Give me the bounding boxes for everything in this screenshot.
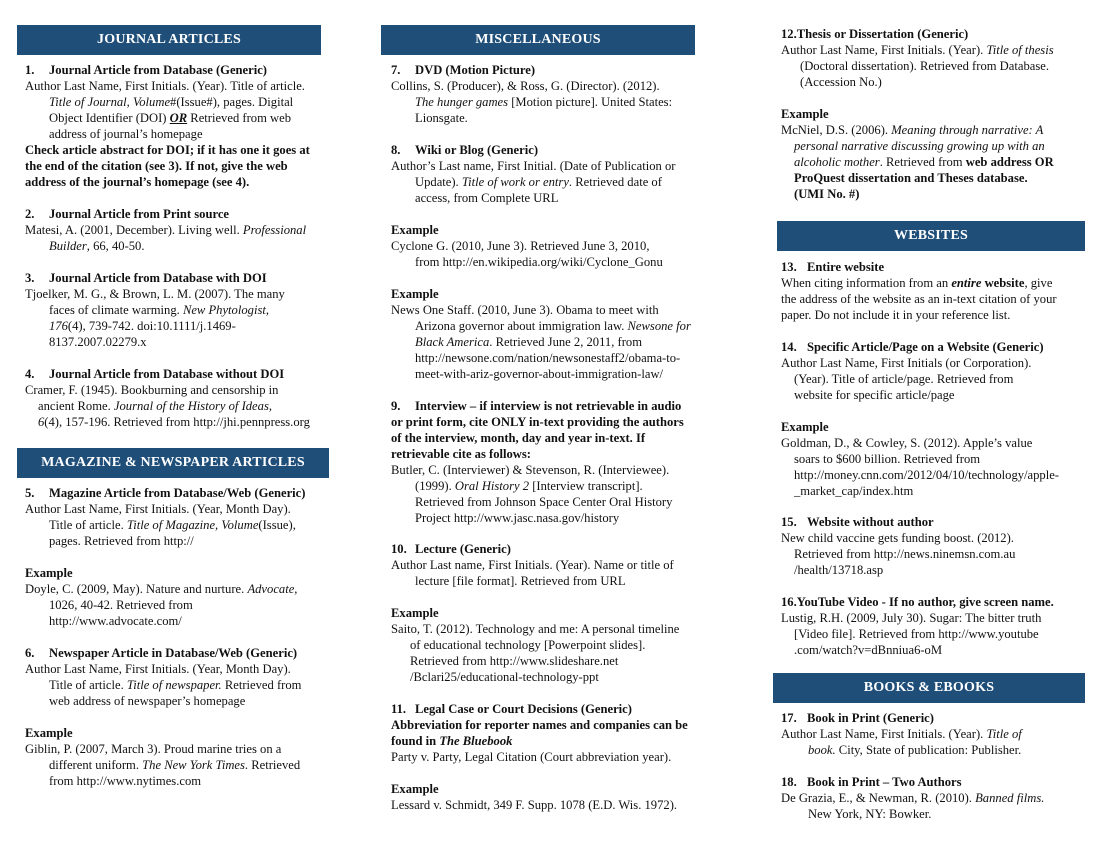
citation-line: Retrieved from: [221, 678, 302, 692]
citation-line: Author’s Last name, First Initial. (Date of Publication or: [391, 159, 676, 173]
entry-2: [25, 206, 306, 254]
citation-line: Author Last Name, First Initials. (Year, Month Day).: [25, 662, 291, 676]
citation-line: address of journal’s homepage: [49, 127, 203, 141]
citation-line: Lessard v. Schmidt, 349 F. Supp. 1078 (E.D. Wis. 1972).: [391, 798, 678, 812]
citation-italic: Black America: [415, 335, 490, 349]
citation-line: , give: [1024, 276, 1053, 290]
citation-line: Giblin, P. (2007, March 3). Proud marine tries on a: [25, 742, 282, 756]
citation-line: different uniform.: [49, 758, 143, 772]
citation-line: Retrieved from Johnson Space Center Oral History: [415, 495, 673, 509]
citation-italic: The hunger games: [415, 95, 509, 109]
citation-line: lecture [file format]. Retrieved from URL: [415, 574, 626, 588]
citation-line: ancient Rome.: [38, 399, 114, 413]
entry-title: 8. Wiki or Blog (Generic): [391, 143, 539, 157]
entry-title: 18. Book in Print – Two Authors: [781, 775, 962, 789]
citation-line: 8137.2007.02279.x: [49, 335, 147, 349]
citation-line: http://money.cnn.com/2012/04/10/technology/apple-: [794, 468, 1060, 482]
citation-italic: 6: [38, 415, 45, 429]
doi-note: the end of the citation (see 3). If not, give the web: [25, 159, 288, 173]
entry-8: [391, 142, 691, 382]
citation-line: McNiel, D.S. (2006).: [781, 123, 892, 137]
citation-line: . Retrieved date of: [568, 175, 662, 189]
citation-line: Author Last Name, First Initials. (Year).: [781, 43, 987, 57]
entry-3: [25, 270, 285, 350]
citation-line: , 66, 40-50.: [86, 239, 145, 253]
entry-title-line: Abbreviation for reporter names and companies can be: [391, 718, 688, 732]
entry-title: 6. Newspaper Article in Database/Web (Generic): [25, 646, 298, 660]
citation-bold: (UMI No. #): [794, 187, 860, 201]
citation-bold: web address OR: [965, 155, 1054, 169]
citation-line: Title of article.: [49, 518, 127, 532]
entry-14: [781, 339, 1059, 499]
citation-italic: The New York Times: [142, 758, 245, 772]
citation-line: New York, NY: Bowker.: [808, 807, 932, 821]
banner-magazine-newspaper: MAGAZINE & NEWSPAPER ARTICLES: [17, 448, 329, 478]
entry-4: [25, 366, 310, 430]
example-label: Example: [391, 606, 439, 620]
citation-line: Retrieved from http://www.slideshare.net: [410, 654, 619, 668]
citation-line: Lionsgate.: [415, 111, 468, 125]
citation-italic: Title of Magazine, Volume: [126, 518, 259, 532]
citation-italic: Title of: [986, 727, 1022, 741]
citation-line: Party v. Party, Legal Citation (Court abbreviation year).: [391, 750, 672, 764]
citation-line: access, from Complete URL: [415, 191, 559, 205]
citation-italic: Meaning through narrative: A: [891, 123, 1044, 137]
doi-note: address of the journal’s homepage (see 4).: [25, 175, 250, 189]
citation-line: (Issue),: [258, 518, 296, 532]
citation-line: (Accession No.): [800, 75, 882, 89]
citation-line: Author Last Name, First Initials (or Corporation).: [781, 356, 1032, 370]
entry-12: [781, 26, 1054, 202]
citation-italic: book.: [808, 743, 836, 757]
citation-line: #(Issue#), pages. Digital: [170, 95, 294, 109]
entry-9: [391, 398, 684, 526]
entry-title: 7. DVD (Motion Picture): [391, 63, 536, 77]
example-label: Example: [391, 287, 439, 301]
entry-title: 12.Thesis or Dissertation (Generic): [781, 27, 969, 41]
citation-line: Tjoelker, M. G., & Brown, L. M. (2007). The many: [25, 287, 285, 301]
citation-line: Project http://www.jasc.nasa.gov/history: [415, 511, 620, 525]
entry-1: [25, 62, 310, 190]
citation-italic: Banned films.: [975, 791, 1045, 805]
entry-title: 5. Magazine Article from Database/Web (Generic): [25, 486, 306, 500]
entry-title-line: found in: [391, 734, 440, 748]
citation-line: (4), 739-742. doi:10.1111/j.1469-: [67, 319, 236, 333]
citation-line: Author Last Name, First Initials. (Year). Title of article.: [25, 79, 305, 93]
banner-miscellaneous: MISCELLANEOUS: [381, 25, 695, 55]
citation-line: Matesi, A. (2001, December). Living well.: [25, 223, 243, 237]
citation-italic: 176: [49, 319, 68, 333]
citation-line: Cyclone G. (2010, June 3). Retrieved June 3, 2010,: [391, 239, 650, 253]
entry-16: [781, 594, 1054, 658]
entry-title: 1. Journal Article from Database (Generic): [25, 63, 268, 77]
entry-title: 9. Interview – if interview is not retrievable in audio: [391, 399, 682, 413]
citation-italic: Professional: [242, 223, 307, 237]
citation-line: [Interview transcript].: [529, 479, 643, 493]
citation-line: New child vaccine gets funding boost. (2012).: [781, 531, 1014, 545]
citation-line: web address of newspaper’s homepage: [49, 694, 246, 708]
citation-line: Title of article.: [49, 678, 127, 692]
citation-line: Goldman, D., & Cowley, S. (2012). Apple’s value: [781, 436, 1033, 450]
citation-italic: Title of work or entry: [461, 175, 569, 189]
entry-6: [25, 645, 301, 789]
citation-line: [Motion picture]. United States:: [508, 95, 673, 109]
citation-line: paper. Do not include it in your reference list.: [781, 308, 1011, 322]
citation-line: .com/watch?v=dBnniua6-oM: [794, 643, 943, 657]
citation-italic: Title of thesis: [986, 43, 1054, 57]
citation-line: (4), 157-196. Retrieved from http://jhi.pennpress.org: [44, 415, 310, 429]
citation-line: _market_cap/index.htm: [794, 484, 914, 498]
citation-line: [Video file]. Retrieved from http://www.youtube: [794, 627, 1039, 641]
citation-line: . Retrieved June 2, 2011, from: [489, 335, 642, 349]
example-label: Example: [781, 107, 829, 121]
citation-line: . Retrieved from: [879, 155, 966, 169]
entry-title: 11. Legal Case or Court Decisions (Generic): [391, 702, 632, 716]
example-label: Example: [781, 420, 829, 434]
entry-title-line: retrievable cite as follows:: [391, 447, 532, 461]
citation-italic: Newsone for: [627, 319, 691, 333]
citation-line: Author Last name, First Initials. (Year). Name or title of: [391, 558, 674, 572]
citation-italic: Title of Journal, Volume: [49, 95, 171, 109]
citation-line: Retrieved from http://news.ninemsn.com.au: [794, 547, 1016, 561]
citation-line: http://newsone.com/nation/newsonestaff2/obama-to-: [415, 351, 681, 365]
banner-websites: WEBSITES: [777, 221, 1085, 251]
citation-line: from http://www.nytimes.com: [49, 774, 202, 788]
entry-title: 16.YouTube Video - If no author, give screen name.: [781, 595, 1054, 609]
citation-line: Collins, S. (Producer), & Ross, G. (Director). (2012).: [391, 79, 660, 93]
citation-line: 1026, 40-42. Retrieved from: [49, 598, 193, 612]
citation-italic: personal narrative discussing growing up with an: [794, 139, 1045, 153]
citation-italic: New Phytologist,: [182, 303, 269, 317]
citation-line: News One Staff. (2010, June 3). Obama to meet with: [391, 303, 659, 317]
citation-line: Author Last Name, First Initials. (Year, Month Day).: [25, 502, 291, 516]
entry-title: 13. Entire website: [781, 260, 885, 274]
banner-journal-articles: JOURNAL ARTICLES: [17, 25, 321, 55]
entry-title-line: or print form, cite ONLY in-text providing the authors: [391, 415, 684, 429]
entire-emphasis: entire: [951, 276, 982, 290]
entry-title-line: of the interview, month, day and year in-text. If: [391, 431, 646, 445]
entry-17: [781, 710, 1022, 758]
citation-line: Update).: [415, 175, 462, 189]
citation-bold: website: [981, 276, 1025, 290]
citation-line: faces of climate warming.: [49, 303, 183, 317]
entry-5: [25, 485, 305, 629]
citation-line: Cramer, F. (1945). Bookburning and censorship in: [25, 383, 279, 397]
citation-line: website for specific article/page: [794, 388, 955, 402]
banner-books-ebooks: BOOKS & EBOOKS: [773, 673, 1085, 703]
citation-line: Retrieved from web: [187, 111, 292, 125]
citation-line: Author Last Name, First Initials. (Year).: [781, 727, 987, 741]
entry-title: 14. Specific Article/Page on a Website (Generic): [781, 340, 1044, 354]
entry-13: [781, 259, 1057, 323]
entry-title: 2. Journal Article from Print source: [25, 207, 230, 221]
entry-title: 10. Lecture (Generic): [391, 542, 511, 556]
citation-italic: Journal of the History of Ideas,: [113, 399, 272, 413]
or-emphasis: OR: [169, 111, 188, 125]
citation-italic: Title of newspaper.: [126, 678, 222, 692]
example-label: Example: [25, 726, 73, 740]
citation-bold: ProQuest dissertation and Theses database.: [794, 171, 1028, 185]
citation-line: . Retrieved: [244, 758, 301, 772]
doi-note: Check article abstract for DOI; if it has one it goes at: [25, 143, 310, 157]
entry-title: 15. Website without author: [781, 515, 934, 529]
citation-line: When citing information from an: [781, 276, 952, 290]
citation-italic: alcoholic mother: [794, 155, 880, 169]
citation-line: Arizona governor about immigration law.: [415, 319, 628, 333]
citation-line: Lustig, R.H. (2009, July 30). Sugar: The bitter truth: [781, 611, 1042, 625]
citation-line: De Grazia, E., & Newman, R. (2010).: [781, 791, 976, 805]
citation-line: pages. Retrieved from http://: [49, 534, 194, 548]
citation-line: soars to $600 billion. Retrieved from: [794, 452, 981, 466]
citation-italic: Oral History 2: [454, 479, 530, 493]
entry-15: [781, 514, 1015, 578]
citation-line: (Year). Title of article/page. Retrieved from: [794, 372, 1014, 386]
citation-line: Saito, T. (2012). Technology and me: A personal timeline: [391, 622, 680, 636]
citation-line: http://www.advocate.com/: [49, 614, 182, 628]
citation-line: Doyle, C. (2009, May). Nature and nurture.: [25, 582, 248, 596]
entry-7: [391, 62, 672, 126]
entry-title: 3. Journal Article from Database with DOI: [25, 271, 267, 285]
citation-italic: Builder: [49, 239, 87, 253]
citation-line: (1999).: [415, 479, 455, 493]
citation-line: /Bclari25/educational-technology-ppt: [410, 670, 599, 684]
citation-line: City, State of publication: Publisher.: [835, 743, 1022, 757]
entry-11: [391, 701, 688, 813]
example-label: Example: [391, 223, 439, 237]
citation-line: of educational technology [Powerpoint slides].: [410, 638, 646, 652]
citation-italic: Advocate,: [247, 582, 298, 596]
example-label: Example: [25, 566, 73, 580]
entry-18: [781, 774, 1044, 822]
citation-line: the address of the website as an in-text citation of your: [781, 292, 1057, 306]
bluebook-italic: The Bluebook: [439, 734, 513, 748]
citation-line: (Doctoral dissertation). Retrieved from Database.: [800, 59, 1049, 73]
citation-line: Object Identifier (DOI): [49, 111, 170, 125]
entry-title: 17. Book in Print (Generic): [781, 711, 934, 725]
entry-10: [391, 541, 679, 685]
citation-line: Butler, C. (Interviewer) & Stevenson, R. (Interviewee).: [391, 463, 670, 477]
citation-line: meet-with-ariz-governor-about-immigration-law/: [415, 367, 664, 381]
citation-line: /health/13718.asp: [794, 563, 884, 577]
example-label: Example: [391, 782, 439, 796]
citation-line: from http://en.wikipedia.org/wiki/Cyclone_Gonu: [415, 255, 663, 269]
entry-title: 4. Journal Article from Database without DOI: [25, 367, 285, 381]
